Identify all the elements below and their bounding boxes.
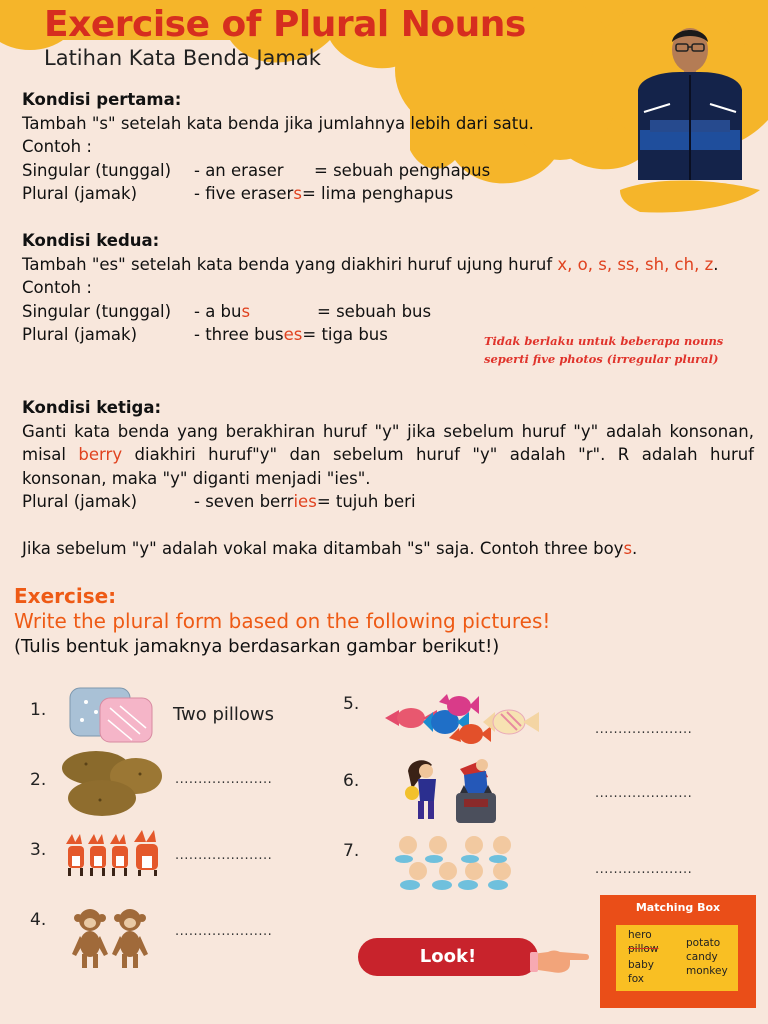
monkeys-icon — [68, 906, 158, 972]
singular-word: - an eraser — [194, 160, 284, 180]
look-button[interactable]: Look! — [358, 938, 538, 976]
singular-label: Singular (tunggal) — [22, 301, 172, 321]
answer-blank[interactable]: ..................... — [595, 862, 693, 877]
condition-first — [22, 88, 754, 206]
plural-label: Plural (jamak) — [22, 325, 138, 344]
singular-meaning: = sebuah penghapus — [314, 160, 491, 180]
condition-third-rule: Ganti kata benda yang berakhiran huruf "y" jika sebelum huruf "y" adalah konsonan, misal berry diakhiri huruf"y" dan sebelum huruf "y" adalah "r". R adalah huruf konsonan, maka "y" diganti menjadi "ies". — [22, 421, 754, 488]
babies-icon — [394, 833, 518, 895]
plural-label: Plural (jamak) — [22, 492, 138, 511]
answer-blank[interactable]: ..................... — [595, 786, 693, 801]
condition-second-example-label: Contoh : — [22, 278, 92, 297]
match-word: candy — [686, 951, 718, 963]
exercise-instruction: Write the plural form based on the following pictures! — [14, 609, 551, 633]
match-word: hero — [628, 929, 652, 941]
condition-second-heading: Kondisi kedua: — [22, 231, 160, 250]
pillows-icon — [66, 684, 156, 746]
berry-word: berry — [78, 445, 123, 464]
matching-box — [600, 895, 756, 1008]
singular-label: Singular (tunggal) — [22, 160, 172, 180]
answer-blank[interactable]: ..................... — [175, 924, 273, 939]
condition-third-heading: Kondisi ketiga: — [22, 398, 162, 417]
item-number: 6. — [343, 771, 360, 791]
condition-second-rule: Tambah "es" setelah kata benda yang diakhiri huruf ujung huruf x, o, s, ss, sh, ch, z. — [22, 254, 719, 274]
plural-suffix: s — [293, 184, 302, 203]
condition-second — [22, 229, 754, 347]
page-title: Exercise of Plural Nouns — [44, 4, 526, 45]
matching-box-title: Matching Box — [635, 901, 721, 914]
singular-meaning: = sebuah bus — [317, 301, 432, 321]
answer-blank[interactable]: ..................... — [175, 848, 273, 863]
match-word: monkey — [686, 965, 728, 977]
condition-first-heading: Kondisi pertama: — [22, 90, 182, 109]
item-number: 5. — [343, 694, 360, 714]
answer-blank[interactable]: ..................... — [175, 772, 273, 787]
plural-word: - five erasers — [194, 184, 302, 203]
item-answer: Two pillows — [173, 704, 275, 725]
condition-first-rule: Tambah "s" setelah kata benda jika jumlahnya lebih dari satu. — [22, 113, 534, 133]
singular-word: - a bus — [194, 301, 251, 321]
item-number: 1. — [30, 700, 47, 720]
pointing-hand-icon — [530, 944, 592, 978]
candies-icon — [383, 692, 549, 750]
match-word: potato — [686, 937, 721, 949]
plural-meaning: = tujuh beri — [316, 492, 416, 511]
item-number: 3. — [30, 840, 47, 860]
ending-letters: x, o, s, ss, sh, ch, z — [557, 254, 714, 274]
plural-meaning: = lima penghapus — [301, 184, 454, 203]
irregular-plural-note: Tidak berlaku untuk beberapa nouns seperti five photos (irregular plural) — [484, 334, 724, 366]
plural-label: Plural (jamak) — [22, 184, 138, 203]
match-word: baby — [628, 959, 654, 971]
exercise-instruction-id: (Tulis bentuk jamaknya berdasarkan gambar berikut!) — [14, 636, 500, 657]
foxes-icon — [62, 828, 164, 878]
matching-box-words — [616, 925, 738, 991]
plural-word: - three buses — [194, 325, 303, 344]
plural-word: - seven berries — [194, 492, 317, 511]
item-number: 7. — [343, 841, 360, 861]
match-word-used: pillow — [628, 943, 659, 955]
item-number: 2. — [30, 770, 47, 790]
condition-third — [22, 396, 754, 560]
vowel-rule: Jika sebelum "y" adalah vokal maka ditambah "s" saja. Contoh three boys. — [22, 538, 638, 558]
condition-first-example-label: Contoh : — [22, 137, 92, 156]
plural-meaning: = tiga bus — [302, 325, 388, 344]
heroes-icon — [404, 755, 502, 825]
answer-blank[interactable]: ..................... — [595, 722, 693, 737]
match-word: fox — [628, 973, 645, 985]
item-number: 4. — [30, 910, 47, 930]
page-subtitle: Latihan Kata Benda Jamak — [44, 46, 321, 70]
potatoes-icon — [60, 748, 164, 820]
exercise-heading: Exercise: — [14, 584, 117, 608]
